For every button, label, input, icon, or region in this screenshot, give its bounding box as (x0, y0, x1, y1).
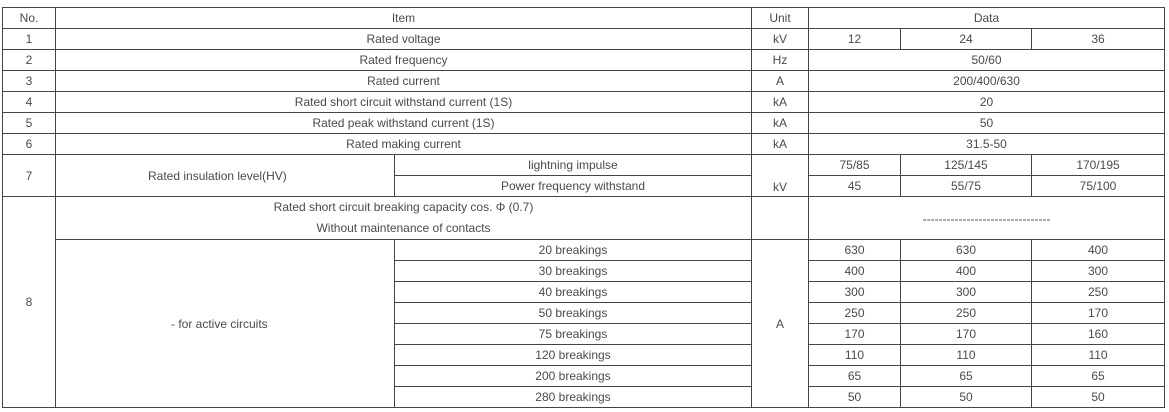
row-no: 2 (3, 50, 56, 71)
breakings-label: 30 breakings (395, 261, 752, 282)
row-value: 125/145 (901, 155, 1032, 176)
row-unit: kA (752, 92, 809, 113)
row-value: 75/85 (809, 155, 901, 176)
row-value: 170 (901, 324, 1032, 345)
row-no: 8 (3, 197, 56, 408)
header-no: No. (3, 8, 56, 29)
row-no: 7 (3, 155, 56, 197)
row-value: 170/195 (1032, 155, 1165, 176)
table-row (3, 29, 1165, 50)
row-value: 250 (1032, 282, 1165, 303)
row-value: 110 (809, 345, 901, 366)
row-value: 50 (809, 113, 1165, 134)
breaking-item-line1: Rated short circuit breaking capacity cos. Φ (0.7) (273, 200, 534, 214)
table-row (3, 240, 1165, 261)
row-value: 250 (809, 303, 901, 324)
row-unit: kA (752, 113, 809, 134)
insulation-unit: kV (752, 155, 809, 197)
table-row (3, 197, 1165, 240)
row-value: 110 (901, 345, 1032, 366)
breakings-label: 40 breakings (395, 282, 752, 303)
row-item: Rated short circuit withstand current (1S) (56, 92, 752, 113)
row-value: 45 (809, 176, 901, 197)
row-value: 75/100 (1032, 176, 1165, 197)
header-item: Item (56, 8, 752, 29)
row-value: 20 (809, 92, 1165, 113)
row-no: 5 (3, 113, 56, 134)
row-value: 300 (1032, 261, 1165, 282)
row-value: 50 (1032, 387, 1165, 408)
breakings-label: 200 breakings (395, 366, 752, 387)
row-value: 250 (901, 303, 1032, 324)
breakings-label: 50 breakings (395, 303, 752, 324)
table-row (3, 50, 1165, 71)
insulation-item: Rated insulation level(HV) (56, 155, 395, 197)
breaking-item (56, 197, 752, 240)
row-value: 65 (809, 366, 901, 387)
insulation-sub-label: lightning impulse (395, 155, 752, 176)
row-value: 170 (1032, 303, 1165, 324)
row-value: 50 (809, 387, 901, 408)
active-circuits-label: - for active circuits (56, 240, 395, 408)
breakings-label: 20 breakings (395, 240, 752, 261)
row-no: 1 (3, 29, 56, 50)
breaking-unit-empty (752, 197, 809, 240)
row-value: 24 (901, 29, 1032, 50)
spec-table (2, 7, 1165, 408)
row-value: 36 (1032, 29, 1165, 50)
row-value: 12 (809, 29, 901, 50)
row-item: Rated making current (56, 134, 752, 155)
header-unit: Unit (752, 8, 809, 29)
table-row (3, 155, 1165, 176)
breaking-item-line2: Without maintenance of contacts (316, 221, 491, 235)
row-item: Rated current (56, 71, 752, 92)
table-row (3, 113, 1165, 134)
row-value: 400 (809, 261, 901, 282)
row-value: 630 (809, 240, 901, 261)
row-value: 50/60 (809, 50, 1165, 71)
breaking-dashes: -------------------------------- (809, 197, 1165, 240)
table-row (3, 134, 1165, 155)
table-row (3, 71, 1165, 92)
row-item: Rated voltage (56, 29, 752, 50)
header-data: Data (809, 8, 1165, 29)
header-row (3, 8, 1165, 29)
row-value: 31.5-50 (809, 134, 1165, 155)
row-value: 400 (1032, 240, 1165, 261)
breakings-label: 120 breakings (395, 345, 752, 366)
row-value: 630 (901, 240, 1032, 261)
row-unit: kV (752, 29, 809, 50)
row-value: 110 (1032, 345, 1165, 366)
insulation-sub-label: Power frequency withstand (395, 176, 752, 197)
row-value: 50 (901, 387, 1032, 408)
breakings-label: 75 breakings (395, 324, 752, 345)
row-value: 55/75 (901, 176, 1032, 197)
row-value: 400 (901, 261, 1032, 282)
breaking-unit: A (752, 240, 809, 408)
row-value: 160 (1032, 324, 1165, 345)
row-item: Rated frequency (56, 50, 752, 71)
row-item: Rated peak withstand current (1S) (56, 113, 752, 134)
row-no: 4 (3, 92, 56, 113)
row-no: 3 (3, 71, 56, 92)
row-value: 200/400/630 (809, 71, 1165, 92)
breakings-label: 280 breakings (395, 387, 752, 408)
row-value: 300 (901, 282, 1032, 303)
row-unit: Hz (752, 50, 809, 71)
row-unit: kA (752, 134, 809, 155)
row-no: 6 (3, 134, 56, 155)
row-value: 170 (809, 324, 901, 345)
row-value: 65 (1032, 366, 1165, 387)
row-unit: A (752, 71, 809, 92)
table-row (3, 92, 1165, 113)
row-value: 300 (809, 282, 901, 303)
row-value: 65 (901, 366, 1032, 387)
